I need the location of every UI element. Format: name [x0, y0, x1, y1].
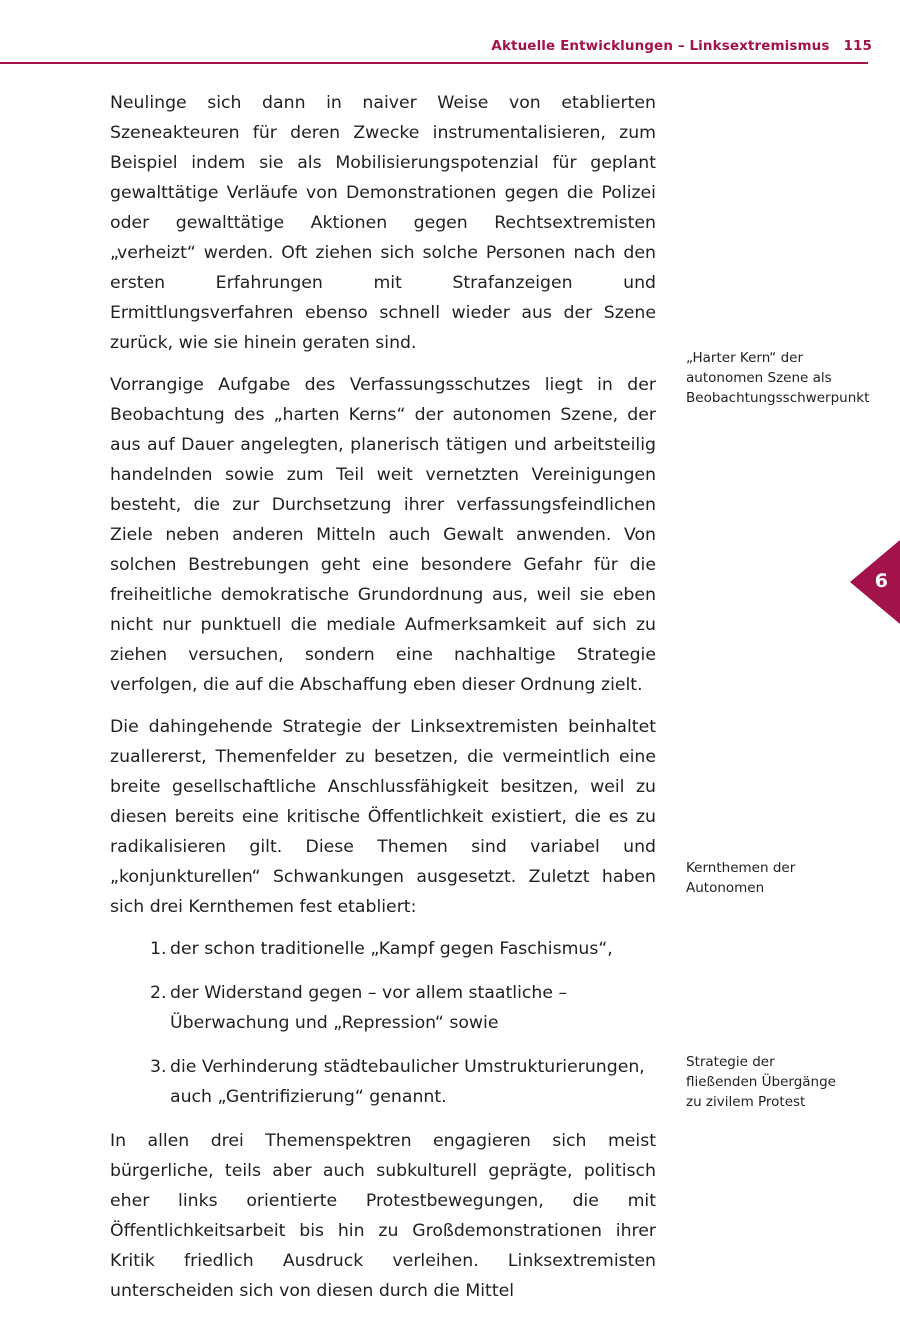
list-number: 2.: [150, 983, 167, 1003]
chapter-tab: [850, 540, 900, 624]
margin-note-hard-core: „Harter Kern“ der autonomen Szene als Beobachtungsschwerpunkt: [686, 350, 870, 406]
list-text: der schon traditionelle „Kampf gegen Faschismus“,: [170, 939, 613, 959]
paragraph: Die dahingehende Strategie der Linksextremisten beinhaltet zuallererst, Themenfelder zu besetzen, die vermeintlich eine breite gesellschaftliche Anschlussfähigkeit besitzen, weil zu diesen bereits eine kritische Öffentlichkeit existiert, die es zu radikalisieren gilt. Diese Themen sind variabel und „konjunkturellen“ Schwankungen ausgesetzt. Zuletzt haben sich drei Kernthemen fest etabliert:: [110, 717, 656, 917]
list-text: die Verhinderung städtebaulicher Umstrukturierungen, auch „Gentrifizierung“ genannt.: [170, 1057, 645, 1107]
header-rule: [0, 62, 868, 64]
list-number: 3.: [150, 1057, 167, 1077]
paragraph: In allen drei Themenspektren engagieren sich meist bürgerliche, teils aber auch subkulturell geprägte, politisch eher links orientierte Protestbewegungen, die mit Öffentlichkeitsarbeit bis hin zu Großdemonstrationen ihrer Kritik friedlich Ausdruck verleihen. Linksextremisten unterscheiden sich von diesen durch die Mittel: [110, 1131, 656, 1301]
paragraph: Neulinge sich dann in naiver Weise von etablierten Szeneakteuren für deren Zwecke instrumentalisieren, zum Beispiel indem sie als Mobilisierungspotenzial für geplant gewalttätige Verläufe von Demonstrationen gegen die Polizei oder gewalttätige Aktionen gegen Rechtsextremisten „verheizt“ werden. Oft ziehen sich solche Personen nach den ersten Erfahrungen mit Strafanzeigen und Ermittlungsverfahren ebenso schnell wieder aus der Szene zurück, wie sie hinein geraten sind.: [110, 93, 656, 353]
list-number: 1.: [150, 939, 167, 959]
list-item: [150, 1052, 656, 1112]
list-item: [150, 978, 656, 1038]
margin-note-strategy: Strategie der fließenden Übergänge zu zivilem Protest: [686, 1054, 836, 1110]
page-number: 115: [843, 38, 872, 54]
margin-note-core-topics: Kernthemen der Autonomen: [686, 860, 796, 896]
paragraph: Vorrangige Aufgabe des Verfassungsschutzes liegt in der Beobachtung des „harten Kerns“ der autonomen Szene, der aus auf Dauer angelegten, planerisch tätigen und arbeitsteilig handelnden sowie zum Teil weit vernetzten Vereinigungen besteht, die zur Durchsetzung ihrer verfassungsfeindlichen Ziele neben anderen Mitteln auch Gewalt anwenden. Von solchen Bestrebungen geht eine besondere Gefahr für die freiheitliche demokratische Grundordnung aus, weil sie eben nicht nur punktuell die mediale Aufmerksamkeit auf sich zu ziehen versuchen, sondern eine nachhaltige Strategie verfolgen, die auf die Abschaffung eben dieser Ordnung zielt.: [110, 375, 656, 695]
list-item: [150, 934, 656, 964]
core-topics-list: [110, 934, 656, 1112]
list-text: der Widerstand gegen – vor allem staatliche – Überwachung und „Repression“ sowie: [170, 983, 568, 1033]
running-header: [0, 38, 872, 54]
main-text: [110, 88, 656, 1318]
header-title: Aktuelle Entwicklungen – Linksextremismus: [491, 38, 830, 54]
chapter-number: 6: [874, 570, 888, 592]
